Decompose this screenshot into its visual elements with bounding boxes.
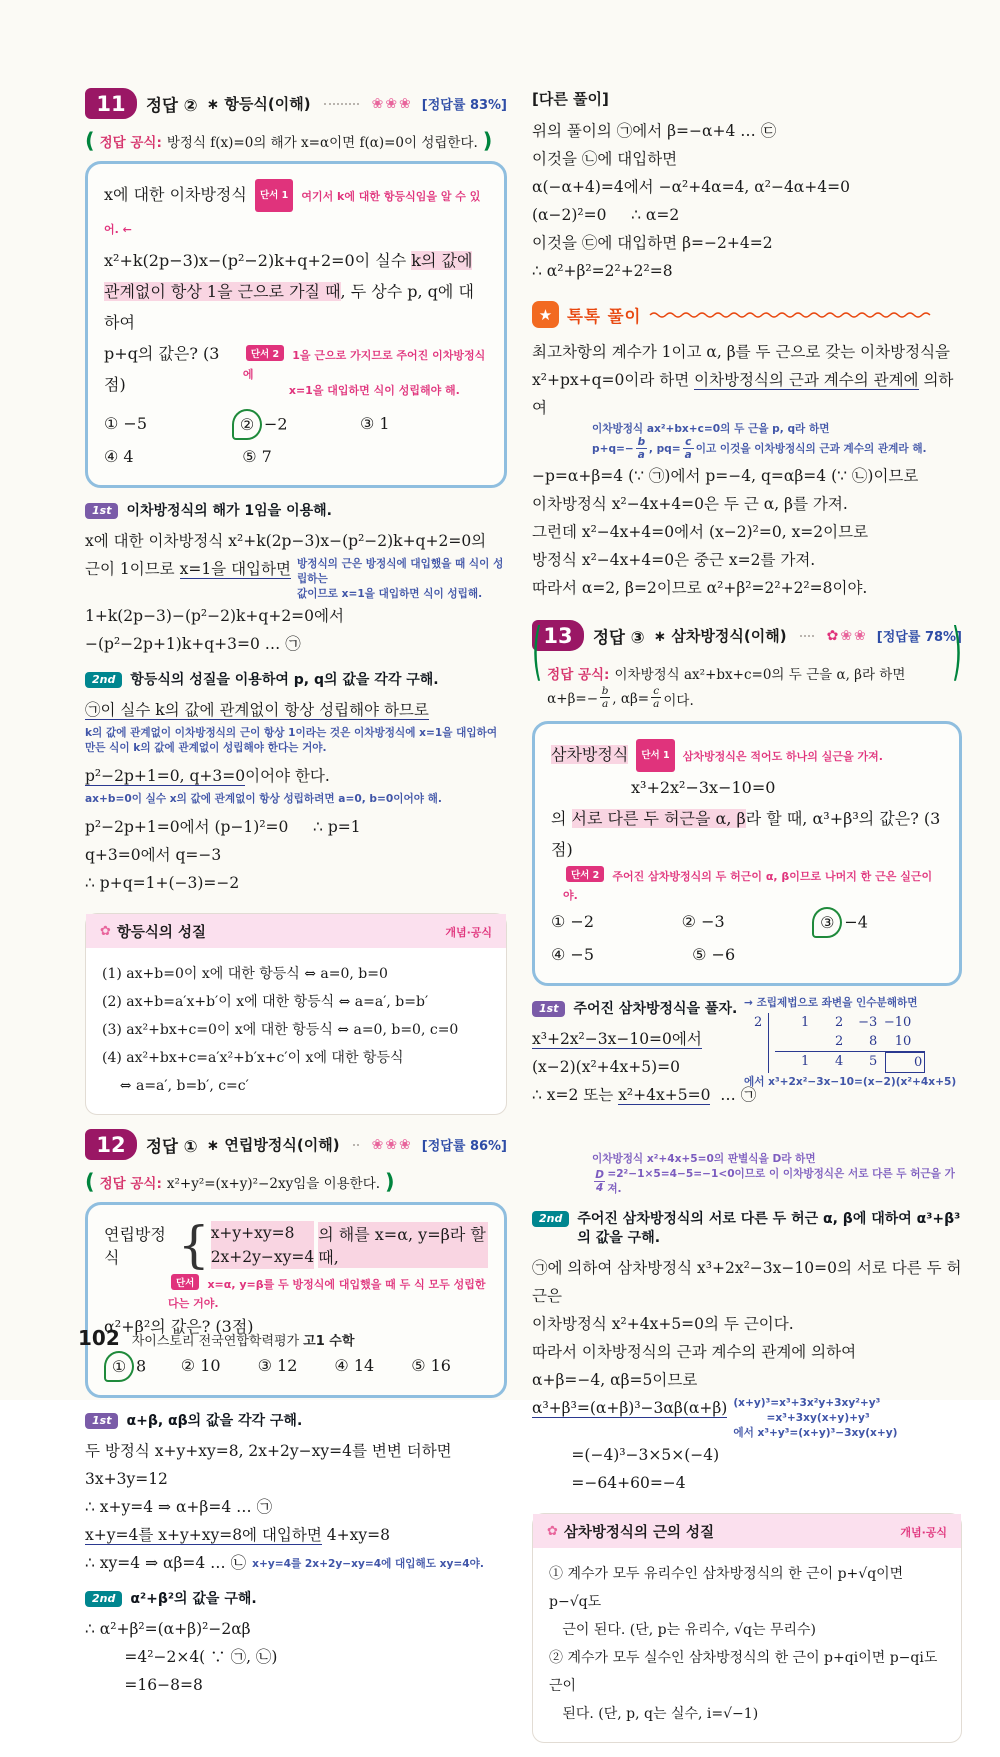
concept-box-header: ✿ 항등식의 성질 개념·공식 xyxy=(86,914,506,948)
q11-sol-line: x에 대한 이차방정식 x²+k(2p−3)x−(p²−2)k+q+2=0의 xyxy=(85,532,487,550)
concept-box-cubic-roots xyxy=(532,1513,962,1743)
talk-body xyxy=(532,462,962,602)
q13-line3: 의 서로 다른 두 허근을 α, β라 할 때, α³+β³의 값은? (3점) xyxy=(551,809,941,859)
concept-tag: 개념·공식 xyxy=(900,1525,947,1539)
text-line: (1) ax+b=0이 x에 대한 항등식 ⇔ a=0, b=0 xyxy=(102,966,388,982)
step2-badge: 2nd xyxy=(532,1211,569,1227)
flower-icon: ✿ xyxy=(100,924,111,939)
correct-answer-circle: ③ xyxy=(812,907,842,938)
talk-line: x²+px+q=0이라 하면 이차방정식의 근과 계수의 관계에 의하여 xyxy=(532,371,954,417)
q11-step2: 2nd 항등식의 성질을 이용하여 p, q의 값을 각각 구해. xyxy=(85,671,507,690)
text-line: 방정식 x²−4x+4=0은 중근 x=2를 가져. xyxy=(532,551,816,569)
blue-annotation: ax+b=0이 실수 x의 값에 관계없이 항상 성립하려면 a=0, b=0이어야 해. xyxy=(85,793,442,805)
q12-step2: 2nd α²+β²의 값을 구해. xyxy=(85,1590,507,1609)
fraction: $\frac{b}{a}$ xyxy=(637,436,646,461)
concept-box-header: ✿ 삼차방정식의 근의 성질 개념·공식 xyxy=(533,1514,961,1548)
q12-sol-line: 두 방정식 x+y+xy=8, 2x+2y−xy=4를 변변 더하면 xyxy=(85,1442,452,1460)
q11-choices-row1 xyxy=(104,409,488,440)
q11-line2: x²+k(2p−3)x−(p²−2)k+q+2=0이 실수 k의 값에 xyxy=(104,251,473,270)
clue1-badge: 단서 1 xyxy=(636,739,674,772)
q12-clue: 단서 x=α, y=β를 두 방정식에 대입했을 때 두 식 모두 성립한다는 거야. xyxy=(168,1273,488,1311)
right-column xyxy=(532,88,962,1757)
q11-line1: x에 대한 이차방정식 단서 1 여기서 k에 대한 항등식임을 알 수 있어. ← xyxy=(104,179,488,245)
q11-answer-formula: ( 정답 공식: 방정식 f(x)=0의 해가 x=α이면 f(α)=0이 성립한다. ) xyxy=(85,129,493,153)
q11-step1: 1st 이차방정식의 해가 1임을 이용해. xyxy=(85,502,507,521)
q11-sol-line2: 근이 1이므로 x=1을 대입하면 방정식의 근은 방정식에 대입했을 때 식이 성립하는 값이므로 x=1을 대입하면 식이 성립해. xyxy=(85,555,507,602)
q13-correct-rate: [정답률 78%] xyxy=(876,630,962,645)
q13-sol-line: =(−4)³−3×5×(−4) xyxy=(532,1446,720,1464)
text-line: −p=α+β=4 (∵ ㉠)에서 p=−4, q=αβ=4 (∵ ㉡)이므로 xyxy=(532,467,919,485)
q13-sol-line: x³+2x²−3x−10=0에서 xyxy=(532,1030,702,1048)
q12-sol-line: x+y=4를 x+y+xy=8에 대입하면 4+xy=8 xyxy=(85,1526,390,1544)
choice-2: ② −3 xyxy=(681,912,725,931)
clue2-badge: 단서 2 xyxy=(566,866,604,882)
close-paren: ) xyxy=(951,617,962,690)
q11-problem-box xyxy=(85,161,507,488)
step2-badge: 2nd xyxy=(85,672,122,688)
dotted-leader xyxy=(353,1143,359,1146)
blue-annotation xyxy=(85,726,507,756)
choice-1: ① −5 xyxy=(104,414,148,433)
q11-topic: ∗ 항등식(이해) xyxy=(206,95,311,113)
blue-annotation: 이차방정식 ax²+bx+c=0의 두 근을 p, q라 하면 p+q=− $\frac{b}{a}$ , pq= $\frac{c}{a}$ 이고 이것을 이차방정식의 근과 계수의 관계라 해. xyxy=(592,423,927,461)
q12-answer-label: 정답 ① xyxy=(146,1136,198,1156)
q12-header xyxy=(85,1129,507,1160)
q12-step1: 1st α+β, αβ의 값을 각각 구해. xyxy=(85,1412,507,1431)
choice-1-correct: ① 8 xyxy=(104,1351,181,1382)
q13-step1-section xyxy=(532,997,962,1150)
wavy-divider xyxy=(650,311,940,319)
fraction: $\frac{c}{a}$ xyxy=(653,685,660,710)
text-line: (x+y)³=x³+3x²y+3xy²+y³ xyxy=(733,1397,881,1409)
q12-sol-line: ∴ xy=4 ⇒ αβ=4 … ㉡ x+y=4를 2x+2y−xy=4에 대입해도 xy=4야. xyxy=(85,1554,484,1572)
q11-correct-rate: [정답률 83%] xyxy=(421,98,507,113)
q12-topic: ∗ 연립방정식(이해) xyxy=(206,1136,340,1154)
difficulty-flower-icons: ❀❀❀ xyxy=(371,1136,413,1153)
text-line: 이것을 ㉡에 대입하면 xyxy=(532,150,678,168)
fraction: $\frac{D}{4}$ xyxy=(595,1168,605,1194)
choice-1: ① −2 xyxy=(551,912,595,931)
purple-annotation: 이차방정식 x²+4x+5=0의 판별식을 D라 하면 $\frac{D}{4}$ =2²−1×5=4−5=−1<0이므로 이 이차방정식은 서로 다른 두 허근을 가져. xyxy=(592,1153,955,1195)
system-brace: { xyxy=(177,1216,210,1274)
text-line: 방정식의 근은 방정식에 대입했을 때 식이 성립하는 xyxy=(296,558,504,585)
q13-step2: 2nd 주어진 삼차방정식의 서로 다른 두 허근 α, β에 대하여 α³+β³의 값을 구해. xyxy=(532,1210,962,1248)
text-line: (4) ax²+bx+c=a′x²+b′x+c′이 x에 대한 항등식 xyxy=(102,1050,404,1066)
q13-header xyxy=(532,620,962,651)
text-line: (α−2)²=0 ∴ α=2 xyxy=(532,206,680,224)
asterisk-icon: ∗ xyxy=(206,95,220,113)
choice-2-correct: ② −2 xyxy=(232,409,360,440)
choice-3-correct: ③ −4 xyxy=(812,907,943,938)
text-line: 근이 된다. (단, p는 유리수, √q는 무리수) xyxy=(549,1622,816,1638)
text-line: 이차방정식 x²−4x+4=0은 두 근 α, β를 가져. xyxy=(532,495,848,513)
q11-sol-line9: ∴ p+q=1+(−3)=−2 xyxy=(85,874,240,892)
choice-3: ③ 1 xyxy=(360,414,390,433)
clue-badge: 단서 xyxy=(171,1274,199,1290)
q13-problem-box xyxy=(532,721,962,986)
q12-sol-line: =4²−2×4( ∵ ㉠, ㉡) xyxy=(85,1648,278,1666)
q13-clue2: 단서 2 주어진 삼차방정식의 두 허근이 α, β이므로 나머지 한 근은 실근이야. xyxy=(563,865,943,903)
q13-choices-row2 xyxy=(551,940,943,970)
q13-sol-line: 따라서 이차방정식의 근과 계수의 관계에 의하여 xyxy=(532,1343,857,1361)
clue1-badge: 단서 1 xyxy=(255,179,293,212)
step1-badge: 1st xyxy=(532,1001,565,1017)
choice-5: ⑤ 16 xyxy=(411,1356,451,1375)
q12-answer-formula: ( 정답 공식: x²+y²=(x+y)²−2xy임을 이용한다. ) xyxy=(85,1170,395,1194)
q13-sol-line: =−64+60=−4 xyxy=(532,1474,686,1492)
blue-annotation xyxy=(297,557,507,602)
difficulty-flower-icons: ✿❀❀ xyxy=(826,627,868,644)
q13-step1: 1st 주어진 삼차방정식을 풀자. xyxy=(532,1000,962,1019)
q13-number-badge: 13 xyxy=(532,620,584,651)
text-line: 이것을 ㉢에 대입하면 β=−2+4=2 xyxy=(532,234,773,252)
q12-choices xyxy=(104,1351,488,1382)
text-line: (3) ax²+bx+c=0이 x에 대한 항등식 ⇔ a=0, b=0, c=0 xyxy=(102,1022,459,1038)
q12-sol-line: ∴ α²+β²=(α+β)²−2αβ xyxy=(85,1620,251,1638)
talk-line: 최고차항의 계수가 1이고 α, β를 두 근으로 갖는 이차방정식을 xyxy=(532,343,951,361)
concept-box-body xyxy=(533,1548,961,1742)
correct-answer-circle: ② xyxy=(232,409,262,440)
open-paren: ( xyxy=(85,129,95,153)
text-line: ⇔ a=a′, b=b′, c=c′ xyxy=(102,1078,249,1094)
q13-sol-line: α³+β³=(α+β)³−3αβ(α+β) (x+y)³=x³+3x²y+3xy²+y³ =x³+3xy(x+y)+y³ 에서 x³+y³=(x+y)³−3xy(x+y) xyxy=(532,1397,898,1439)
q12-problem-box xyxy=(85,1202,507,1398)
choice-2: ② 10 xyxy=(180,1356,221,1375)
q13-answer-label: 정답 ③ xyxy=(593,627,645,647)
close-paren: ) xyxy=(482,129,493,153)
q11-line3: 관계없이 항상 1을 근으로 가질 때, 두 상수 p, q에 대하여 xyxy=(104,282,474,332)
asterisk-icon: ∗ xyxy=(653,627,667,645)
fraction: $\frac{c}{a}$ xyxy=(684,436,692,461)
q11-sol-line5: ㉠이 실수 k의 값에 관계없이 항상 성립해야 하므로 xyxy=(85,701,429,719)
alt-solution-title: [다른 풀이] xyxy=(532,90,609,108)
footer-label: 자이스토리 전국연합학력평가 고1 수학 xyxy=(131,1334,355,1349)
text-line: 된다. (단, p, q는 실수, i=√−1) xyxy=(549,1706,759,1722)
text-line: 만든 식이 k의 값에 관계없이 성립해야 한다는 거야. xyxy=(85,742,327,754)
text-line: ∴ α²+β²=2²+2²=8 xyxy=(532,262,673,280)
magic-star-icon: ★ xyxy=(532,301,559,328)
close-paren: ) xyxy=(385,1170,395,1194)
synthetic-division-table: 2 1 2 −3 −10 2 8 10 1 4 5 0 xyxy=(754,1013,968,1073)
text-line: 위의 풀이의 ㉠에서 β=−α+4 … ㉢ xyxy=(532,122,777,140)
choice-5: ⑤ 7 xyxy=(242,447,272,466)
q12-number-badge: 12 xyxy=(85,1129,137,1160)
asterisk-icon: ∗ xyxy=(206,1136,220,1154)
blue-annotation: x+y=4를 2x+2y−xy=4에 대입해도 xy=4야. xyxy=(252,1558,484,1570)
choice-3: ③ 12 xyxy=(257,1356,298,1375)
q13-sol-line: α+β=−4, αβ=5이므로 xyxy=(532,1371,698,1389)
q12-system-line: 연립방정식 { x+y+xy=8 2x+2y−xy=4 의 해를 x=α, y=β라 할 때, xyxy=(104,1220,488,1270)
q11-number-badge: 11 xyxy=(85,88,137,119)
q13-equation: x³+2x²−3x−10=0 xyxy=(631,778,776,797)
synthetic-division-block: → 조립제법으로 좌변을 인수분해하면 2 1 2 −3 −10 2 8 10 1 4 5 0 에서 x³+2x²−3x−10=(x−2)(x²+4x+5) xyxy=(744,996,968,1090)
q13-choices-row1 xyxy=(551,907,943,938)
q12-sol-line: ∴ x+y=4 ⇒ α+β=4 … ㉠ xyxy=(85,1498,273,1516)
alt-solution-body xyxy=(532,117,962,285)
flower-icon: ✿ xyxy=(547,1524,558,1539)
dotted-leader xyxy=(800,634,814,637)
q11-header xyxy=(85,88,507,119)
difficulty-flower-icons: ❀❀❀ xyxy=(371,95,413,112)
choice-4: ④ 4 xyxy=(104,447,134,466)
q11-sol-line4: −(p²−2p+1)k+q+3=0 … ㉠ xyxy=(85,635,301,653)
system-equations: x+y+xy=8 2x+2y−xy=4 xyxy=(211,1221,315,1269)
q11-sol-line6: p²−2p+1=0, q+3=0이어야 한다. xyxy=(85,767,330,785)
clue2-badge: 단서 2 xyxy=(246,345,284,361)
text-line: ② 계수가 모두 실수인 삼차방정식의 한 근이 p+qi이면 p−qi도 근이 xyxy=(549,1650,938,1694)
text-line: =x³+3xy(x+y)+y³ xyxy=(733,1412,870,1424)
q13-sol-line: (x−2)(x²+4x+5)=0 xyxy=(532,1058,681,1076)
q11-line4: p+q의 값은? (3점) 단서 2 1을 근으로 가지므로 주어진 이차방정식에 x=1을 대입하면 식이 성립해야 해. xyxy=(104,338,488,400)
concept-box-body xyxy=(86,948,506,1114)
choice-4: ④ 14 xyxy=(334,1356,375,1375)
concept-box-identity xyxy=(85,913,507,1115)
text-line: α(−α+4)=4에서 −α²+4α=4, α²−4α+4=0 xyxy=(532,178,850,196)
text-line: 따라서 α=2, β=2이므로 α²+β²=2²+2²=8이야. xyxy=(532,579,868,597)
q12-sol-line: =16−8=8 xyxy=(85,1676,203,1694)
concept-tag: 개념·공식 xyxy=(445,925,492,939)
text-line: 그런데 x²−4x+4=0에서 (x−2)²=0, x=2이므로 xyxy=(532,523,869,541)
text-line: 값이므로 x=1을 대입하면 식이 성립해. xyxy=(296,588,483,600)
q13-line1: 삼차방정식 단서 1 삼차방정식은 적어도 하나의 실근을 가져. xyxy=(551,739,943,772)
q11-choices-row2 xyxy=(104,442,488,472)
q12-sol-line: 3x+3y=12 xyxy=(85,1470,168,1488)
q13-topic: ∗ 삼차방정식(이해) xyxy=(653,627,787,645)
step1-badge: 1st xyxy=(85,1413,118,1429)
clue2: 단서 2 1을 근으로 가지므로 주어진 이차방정식에 x=1을 대입하면 식이 성립해야 해. xyxy=(243,344,488,398)
step2-badge: 2nd xyxy=(85,1591,122,1607)
page-number: 102 xyxy=(78,1326,120,1350)
step1-badge: 1st xyxy=(85,503,118,519)
choice-5: ⑤ −6 xyxy=(692,945,736,964)
q11-sol-line8: q+3=0에서 q=−3 xyxy=(85,846,222,864)
q13-sol-line: ㉠에 의하여 삼차방정식 x³+2x²−3x−10=0의 서로 다른 두 허근은 xyxy=(532,1259,962,1305)
q13-sol-line: 이차방정식 x²+4x+5=0의 두 근이다. xyxy=(532,1315,794,1333)
q12-correct-rate: [정답률 86%] xyxy=(421,1139,507,1154)
q13-sol-line: ∴ x=2 또는 x²+4x+5=0 … ㉠ xyxy=(532,1086,757,1104)
dotted-leader xyxy=(324,102,359,105)
open-paren: ( xyxy=(532,617,543,690)
blue-annotation xyxy=(733,1396,897,1441)
left-column xyxy=(85,88,507,1699)
q11-answer-label: 정답 ② xyxy=(146,95,198,115)
fraction: $\frac{b}{a}$ xyxy=(601,685,609,710)
correct-answer-circle: ① xyxy=(104,1351,134,1382)
text-line: (2) ax+b=a′x+b′이 x에 대한 항등식 ⇔ a=a′, b=b′ xyxy=(102,994,429,1010)
talk-header: ★ 톡톡 풀이 xyxy=(532,301,962,328)
q13-answer-formula: ( 정답 공식: 이차방정식 ax²+bx+c=0의 두 근을 α, β라 하면 α+β=− $\frac{b}{a}$ , αβ= $\frac{c}{a}$ 이다. ) xyxy=(532,663,962,711)
text-line: ① 계수가 모두 유리수인 삼차방정식의 한 근이 p+√q이면 p−√q도 xyxy=(549,1566,904,1610)
q11-sol-line3: 1+k(2p−3)−(p²−2)k+q+2=0에서 xyxy=(85,607,344,625)
open-paren: ( xyxy=(85,1170,95,1194)
choice-4: ④ −5 xyxy=(551,945,595,964)
text-line: 에서 x³+y³=(x+y)³−3xy(x+y) xyxy=(733,1427,898,1439)
q12-question-line: α²+β²의 값은? (3점) xyxy=(104,1317,254,1336)
q11-sol-line7: p²−2p+1=0에서 (p−1)²=0 ∴ p=1 xyxy=(85,818,361,836)
page-footer xyxy=(78,1326,354,1350)
text-line: k의 값에 관계없이 이차방정식의 근이 항상 1이라는 것은 이차방정식에 x=1을 대입하여 xyxy=(85,727,498,739)
